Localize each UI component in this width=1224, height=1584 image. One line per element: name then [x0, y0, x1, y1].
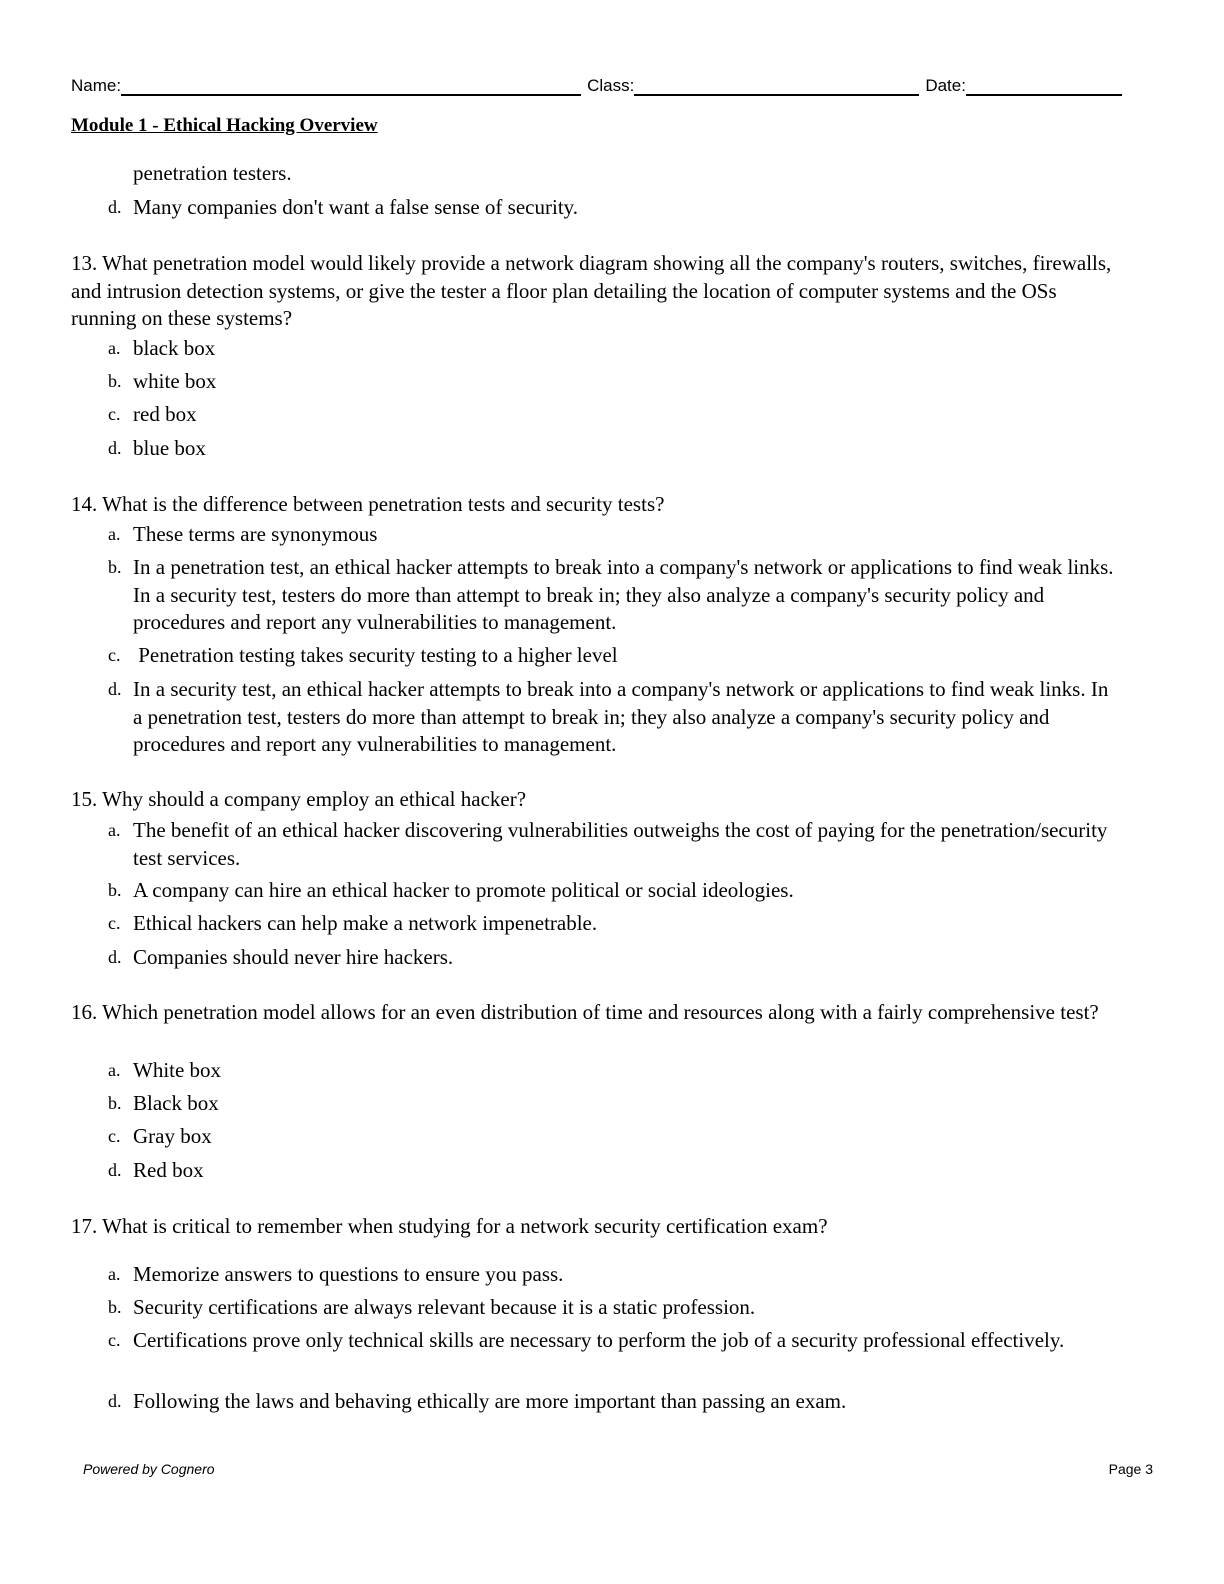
option-text: These terms are synonymous [133, 522, 378, 546]
option-a [108, 1057, 1118, 1085]
option-text: Following the laws and behaving ethically are more important than passing an exam. [133, 1389, 847, 1413]
option-text: red box [133, 402, 197, 426]
option-letter: a. [108, 524, 121, 544]
powered-by-footer: Powered by Cognero [83, 1461, 215, 1477]
option-letter: b. [108, 557, 122, 577]
option-c [108, 401, 1118, 429]
option-b [108, 554, 1118, 637]
question-15: 15. Why should a company employ an ethical hacker? [71, 787, 527, 811]
option-b [108, 368, 1118, 396]
option-a [108, 817, 1118, 872]
option-text: Black box [133, 1091, 219, 1115]
option-b [108, 877, 1118, 905]
option-letter: a. [108, 820, 121, 840]
name-label: Name: [71, 76, 122, 95]
option-d [108, 1157, 1118, 1185]
option-d [108, 194, 1118, 222]
option-letter: a. [108, 338, 121, 358]
option-letter: d. [108, 1391, 122, 1411]
option-text: Security certifications are always relevant because it is a static profession. [133, 1295, 756, 1319]
option-text: black box [133, 336, 216, 360]
option-b [108, 1090, 1118, 1118]
option-text: Red box [133, 1158, 204, 1182]
option-letter: d. [108, 947, 122, 967]
option-letter: b. [108, 1297, 122, 1317]
page-number: Page 3 [1108, 1461, 1153, 1477]
class-field-line[interactable] [634, 74, 919, 96]
student-info-header [71, 72, 1143, 96]
option-a [108, 1261, 1118, 1289]
name-field-line[interactable] [121, 74, 581, 96]
option-letter: d. [108, 197, 122, 217]
option-d [108, 944, 1118, 972]
option-text: Ethical hackers can help make a network impenetrable. [133, 911, 598, 935]
option-text: blue box [133, 436, 206, 460]
question-14: 14. What is the difference between penetration tests and security tests? [71, 492, 665, 516]
option-text: Gray box [133, 1124, 212, 1148]
option-letter: c. [108, 645, 121, 665]
option-a [108, 521, 1118, 549]
question-17: 17. What is critical to remember when studying for a network security certification exam? [71, 1214, 828, 1238]
option-c [108, 1123, 1118, 1151]
option-c [108, 910, 1118, 938]
option-c [108, 1327, 1118, 1355]
option-letter: b. [108, 371, 122, 391]
date-label: Date: [925, 76, 966, 95]
option-text: Penetration testing takes security testing to a higher level [133, 643, 618, 667]
option-text: White box [133, 1058, 222, 1082]
question-13: 13. What penetration model would likely provide a network diagram showing all the company's routers, switches, firewalls, and intrusion detection systems, or give the tester a floor plan detailing the location of computer systems and the OSs running on these systems? [71, 251, 1112, 330]
page-title: Module 1 - Ethical Hacking Overview [71, 115, 378, 136]
option-letter: a. [108, 1060, 121, 1080]
class-label: Class: [587, 76, 635, 95]
option-text: white box [133, 369, 217, 393]
option-d [108, 435, 1118, 463]
option-letter: c. [108, 913, 121, 933]
option-letter: d. [108, 679, 122, 699]
option-d [108, 676, 1118, 759]
option-text: Many companies don't want a false sense of security. [133, 195, 579, 219]
option-letter: b. [108, 880, 122, 900]
date-field-line[interactable] [966, 74, 1122, 96]
option-letter: d. [108, 438, 122, 458]
option-letter: c. [108, 1126, 121, 1146]
option-letter: b. [108, 1093, 122, 1113]
option-text: Certifications prove only technical skills are necessary to perform the job of a security professional effectively. [133, 1328, 1065, 1352]
option-text: Companies should never hire hackers. [133, 945, 454, 969]
option-text: In a security test, an ethical hacker attempts to break into a company's network or applications to find weak links. In a penetration test, testers do more than attempt to break in; they also analyze a company's security policy and procedures and report any vulnerabilities to management. [133, 677, 1109, 756]
option-letter: a. [108, 1264, 121, 1284]
continued-option-text: penetration testers. [133, 161, 292, 185]
option-letter: d. [108, 1160, 122, 1180]
option-letter: c. [108, 404, 121, 424]
option-d [108, 1388, 1118, 1416]
option-c [108, 642, 1118, 670]
option-text: The benefit of an ethical hacker discovering vulnerabilities outweighs the cost of paying for the penetration/security test services. [133, 818, 1108, 870]
option-letter: c. [108, 1330, 121, 1350]
option-b [108, 1294, 1118, 1322]
option-text: A company can hire an ethical hacker to promote political or social ideologies. [133, 878, 794, 902]
question-16: 16. Which penetration model allows for an even distribution of time and resources along with a fairly comprehensive test? [71, 1000, 1099, 1024]
option-a [108, 335, 1118, 363]
option-text: In a penetration test, an ethical hacker attempts to break into a company's network or applications to find weak links. In a security test, testers do more than attempt to break in; they also analyze a company's security policy and procedures and report any vulnerabilities to management. [133, 555, 1114, 634]
option-text: Memorize answers to questions to ensure you pass. [133, 1262, 564, 1286]
